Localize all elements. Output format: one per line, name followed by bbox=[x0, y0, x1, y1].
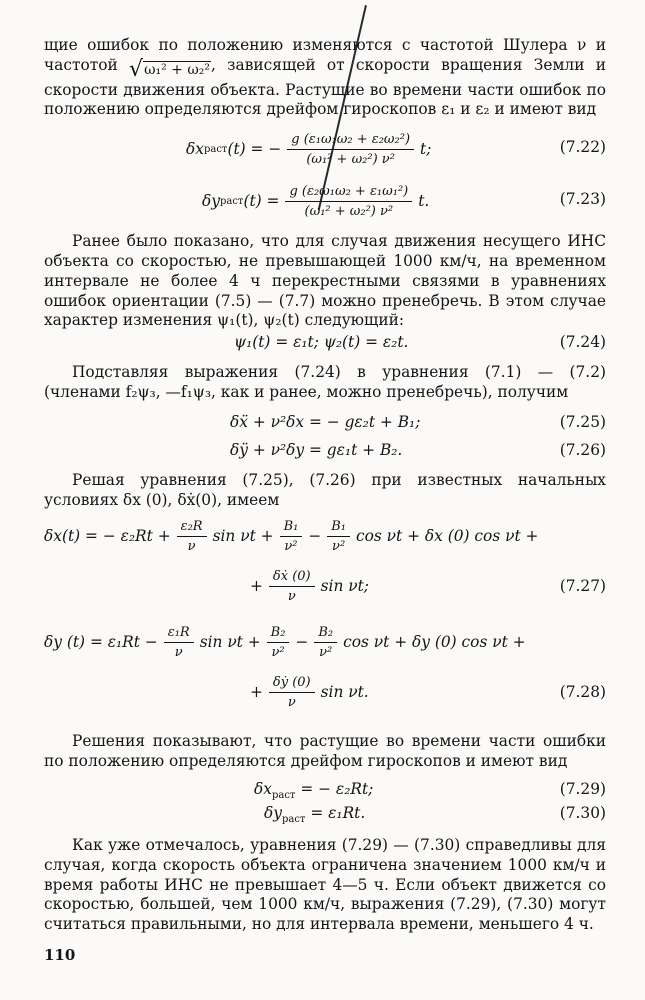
equation-7-25: δẍ + ν²δx = − gε₂t + B₁; (7.25) bbox=[230, 412, 606, 431]
equation-7-27-line-1: δx(t) = − ε₂Rt + $\frac{\text{ε₂R}}{\nu}$ sin νt + $\frac{\text{B₁}}{\text{ν²}}$ − $\frac{\text{B₁}}{\text{ν²}}$ cos νt + δx (0) cos νt + bbox=[44, 518, 539, 554]
page-body bbox=[44, 36, 606, 935]
equation-7-28-line-2: + $\frac{\text{δẏ (0)}}{\nu}$ sin νt. (7.28) bbox=[250, 674, 606, 710]
equation-7-28-line-1: δy (t) = ε₁Rt − $\frac{\text{ε₁R}}{\nu}$ sin νt + $\frac{\text{B₂}}{\text{ν²}}$ − $\frac{\text{B₂}}{\text{ν²}}$ cos νt + δy (0) cos νt + bbox=[44, 624, 526, 660]
sqrt-expression: √ω₁² + ω₂² bbox=[129, 56, 210, 82]
equation-7-26: δÿ + ν²δy = gε₁t + B₂. (7.26) bbox=[230, 440, 606, 459]
equation-7-23: δy раст (t) = $\frac{\text{g (ε₂ω₁ω₂ + ε₁ω₁²)}}{\text{(ω₁² + ω₂²) ν²}}$ t. (7.23) bbox=[202, 183, 606, 219]
equation-7-24: ψ₁(t) = ε₁t; ψ₂(t) = ε₂t. (7.24) bbox=[234, 333, 606, 352]
paragraph-2: Ранее было показано, что для случая движения несущего ИНС объекта со скоростью, не превышающей 1000 км/ч, на временном интервале не более 4 ч перекрестными связями в уравнениях ошибок ориентации (7.5) — (7.7) можно пренебречь. В этом случае характер изменения ψ₁(t), ψ₂(t) следующий: bbox=[44, 232, 606, 330]
paragraph-5: Решения показывают, что растущие во времени части ошибки по положению определяются дрейфом гироскопов и имеют вид bbox=[44, 732, 606, 771]
paragraph-3: Подставляя выражения (7.24) в уравнения (7.1) — (7.2) (членами f₂ψ₃, —f₁ψ₃, как и ранее, можно пренебречь), получим bbox=[44, 363, 606, 401]
equation-7-27-line-2: + $\frac{\text{δẋ (0)}}{\nu}$ sin νt; (7.27) bbox=[250, 568, 606, 604]
paragraph-6: Как уже отмечалось, уравнения (7.29) — (7.30) справедливы для случая, когда скорость объекта ограничена значением 1000 км/ч и время работы ИНС не превышает 4—5 ч. Если объект движется со скоростью, большей, чем 1000 км/ч, выражения (7.29), (7.30) могут считаться правильными, но для интервала времени, меньшего 4 ч. bbox=[44, 835, 606, 934]
paragraph-4: Решая уравнения (7.25), (7.26) при известных начальных условиях δx (0), δẋ(0), имеем bbox=[44, 470, 606, 509]
equation-7-22: δx раст (t) = − $\frac{\text{g (ε₁ω₁ω₂ + ε₂ω₂²)}}{\text{(ω₁² + ω₂²) ν²}}$ t; (7.22) bbox=[186, 131, 606, 167]
equation-7-29: $\delta x_{раст}$ = − ε₂Rt; (7.29) bbox=[254, 779, 606, 802]
equation-number: (7.22) bbox=[559, 138, 606, 157]
equation-number: (7.23) bbox=[559, 190, 606, 209]
equation-7-30: $\delta y_{раст} = \varepsilon_1Rt$. (7.30) bbox=[264, 803, 606, 826]
paragraph-1: щие ошибок по положению изменяются с частотой Шулера ν и частотой √ω₁² + ω₂², зависящей от скорости вращения Земли и скорости движения объекта. Растущие во времени части ошибок по положению определяются дрейфом гироскопов ε₁ и ε₂ и имеют вид bbox=[44, 36, 606, 119]
page-number: 110 bbox=[44, 946, 76, 964]
